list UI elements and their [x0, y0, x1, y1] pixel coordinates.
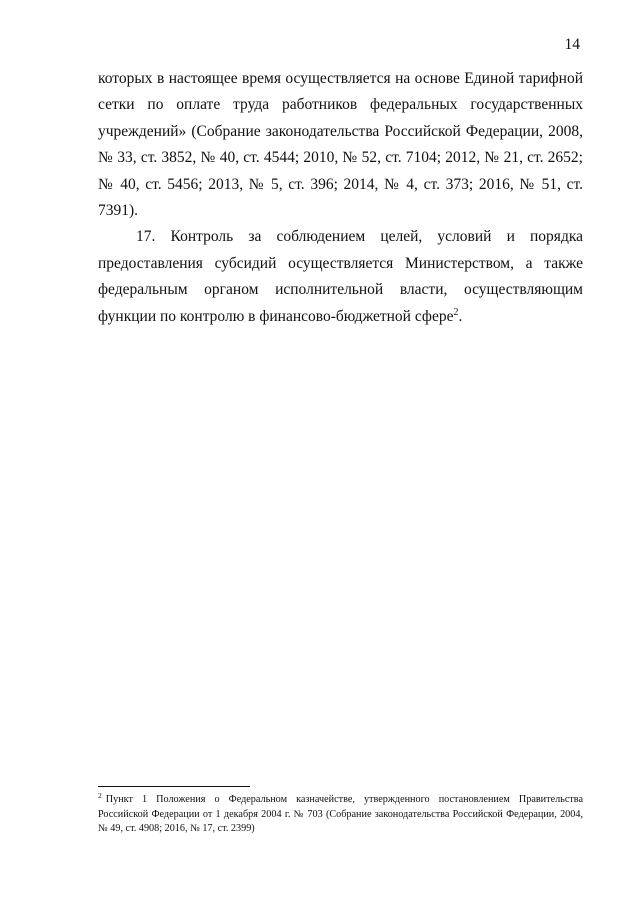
- paragraph-continuation: которых в настоящее время осуществляется на основе Единой тарифной сетки по оплате труда работников федеральных государственных учреждений» (Собрание законодательства Российской Федерации, 2008, № 33, ст. 3852, № 40, ст. 4544; 2010, № 52, ст. 7104; 2012, № 21, ст. 2652; № 40, ст. 5456; 2013, № 5, ст. 396; 2014, № 4, ст. 373; 2016, № 51, ст. 7391).: [98, 70, 583, 220]
- footnote-reference[interactable]: 2: [453, 306, 459, 318]
- paragraph-17-end: .: [458, 307, 463, 325]
- footnote-divider: [98, 786, 250, 787]
- footnote: [98, 790, 583, 837]
- body-text: [98, 66, 583, 330]
- footnote-text: Пункт 1 Положения о Федеральном казначействе, утвержденного постановлением Правительства Российской Федерации от 1 декабря 2004 г. № 703 (Собрание законодательства Российской Федерации, 2004, № 49, ст. 4908; 2016, № 17, ст. 2399): [98, 794, 583, 835]
- paragraph-17: [98, 224, 583, 330]
- paragraph-17-text: 17. Контроль за соблюдением целей, условий и порядка предоставления субсидий осуществляется Министерством, а также федеральным органом исполнительной власти, осуществляющим функции по контролю в финансово-бюджетной сфере: [98, 228, 583, 325]
- footnote-mark: 2: [98, 790, 102, 800]
- page-number: 14: [564, 36, 580, 53]
